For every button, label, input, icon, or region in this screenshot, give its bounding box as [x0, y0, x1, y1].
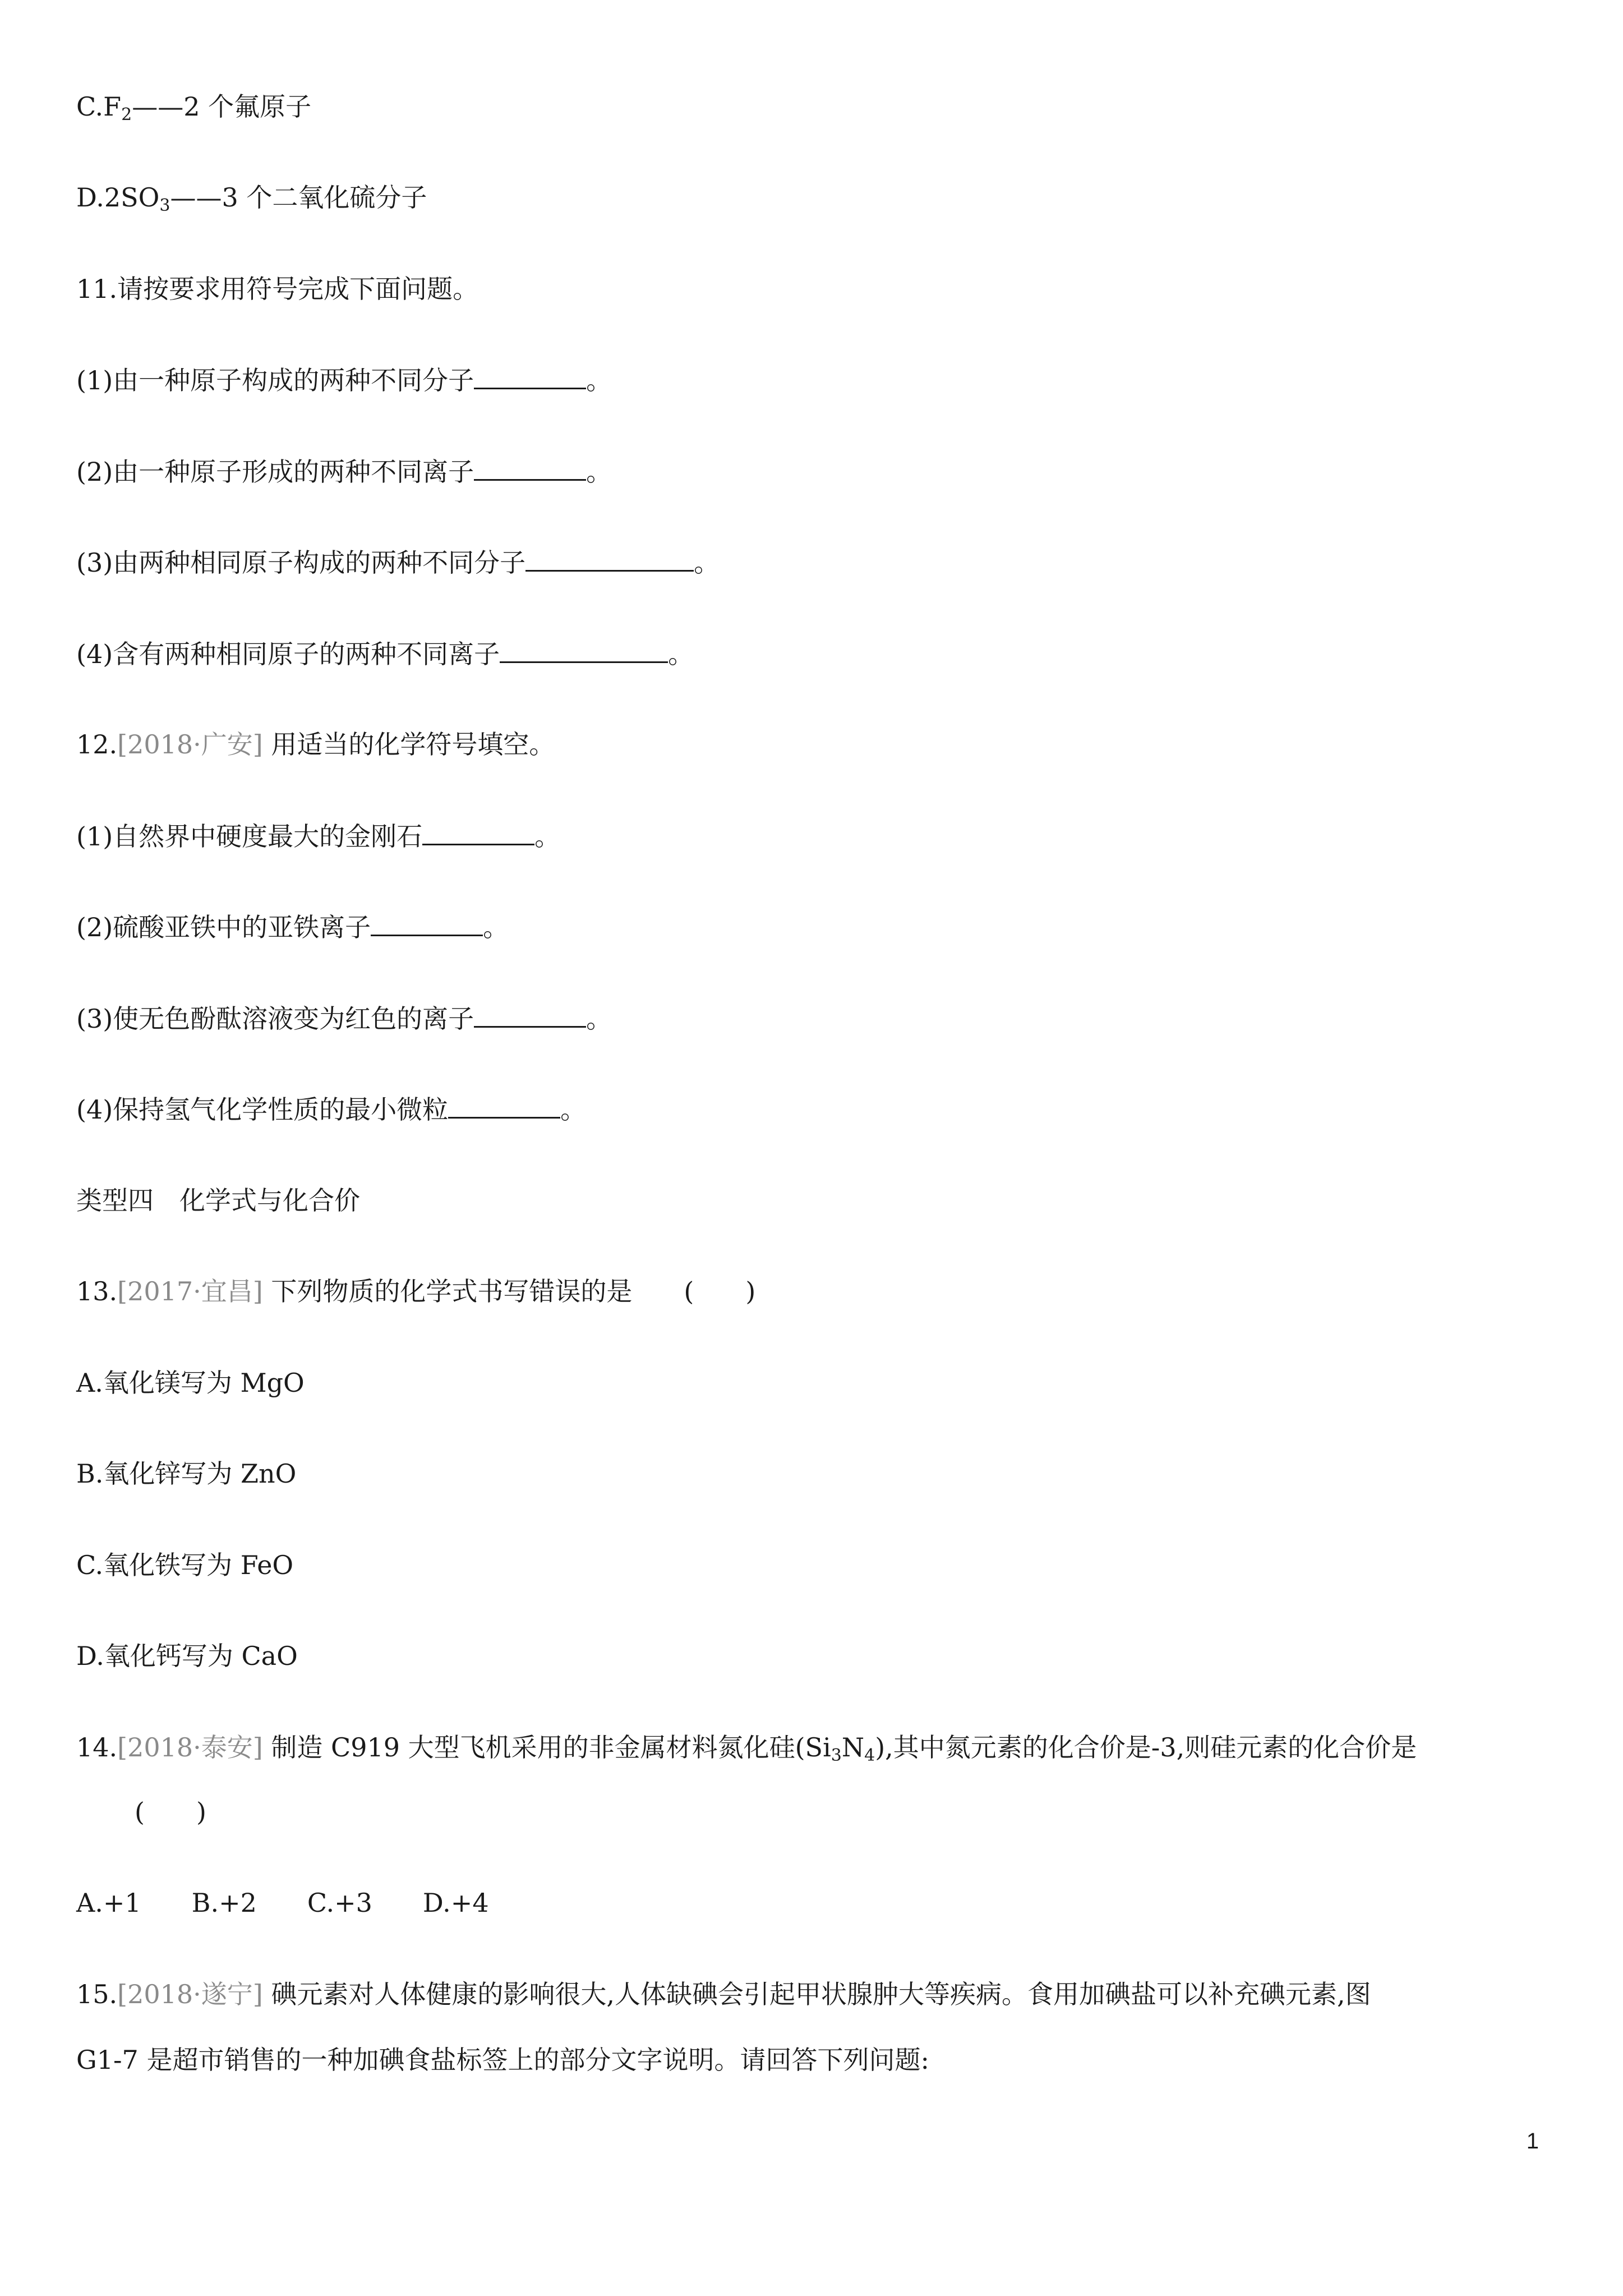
- option-text: ——3 个二氧化硫分子: [170, 182, 427, 213]
- question-11-part-3: [76, 545, 720, 579]
- subscript: 3: [159, 196, 170, 215]
- question-12-part-3: [76, 1001, 612, 1036]
- prompt-text: (1)自然界中硬度最大的金刚石: [76, 821, 423, 852]
- period: 。: [560, 1094, 587, 1125]
- question-text: 下列物质的化学式书写错误的是 ( ): [262, 1276, 756, 1306]
- source-tag: [2017·宜昌]: [117, 1276, 263, 1306]
- question-13-option-a: A.氧化镁写为 MgO: [76, 1368, 305, 1398]
- question-text: 用适当的化学符号填空。: [262, 729, 555, 760]
- question-13-option-c: C.氧化铁写为 FeO: [76, 1550, 294, 1580]
- answer-blank[interactable]: [500, 637, 668, 663]
- section-heading: 类型四 化学式与化合价: [76, 1185, 360, 1216]
- period: 。: [586, 457, 612, 487]
- subscript: 4: [864, 1746, 875, 1765]
- period: 。: [586, 365, 612, 395]
- question-text: N: [841, 1732, 865, 1763]
- prompt-text: (2)硫酸亚铁中的亚铁离子: [76, 912, 371, 942]
- prompt-text: (3)由两种相同原子构成的两种不同分子: [76, 547, 526, 578]
- source-tag: [2018·泰安]: [117, 1732, 263, 1763]
- question-14-choices: [76, 1886, 540, 1920]
- page-number: 1: [1526, 2129, 1539, 2154]
- subscript: 3: [831, 1746, 842, 1765]
- question-11: 11.请按要求用符号完成下面问题。: [76, 274, 479, 304]
- source-tag: [2018·遂宁]: [117, 1979, 263, 2009]
- prompt-text: (2)由一种原子形成的两种不同离子: [76, 457, 474, 487]
- choice-c: C.+3: [307, 1888, 372, 1918]
- question-12-part-2: [76, 910, 509, 944]
- option-text: D.2SO: [76, 182, 160, 213]
- answer-blank[interactable]: [422, 819, 534, 845]
- answer-blank[interactable]: [371, 910, 483, 936]
- question-15-line-2: G1-7 是超市销售的一种加碘食盐标签上的部分文字说明。请回答下列问题:: [76, 2045, 929, 2075]
- question-14: [76, 1731, 1417, 1764]
- answer-blank[interactable]: [474, 454, 586, 481]
- prompt-text: (4)含有两种相同原子的两种不同离子: [76, 639, 500, 669]
- answer-blank[interactable]: [474, 363, 586, 389]
- question-number: 13.: [76, 1276, 118, 1306]
- answer-blank[interactable]: [448, 1092, 560, 1119]
- question-text: 碘元素对人体健康的影响很大,人体缺碘会引起甲状腺肿大等疾病。食用加碘盐可以补充碘元素,图: [262, 1979, 1371, 2009]
- question-13: [76, 1274, 755, 1308]
- answer-blank[interactable]: [474, 1001, 586, 1028]
- question-number: 12.: [76, 729, 118, 760]
- prompt-text: (1)由一种原子构成的两种不同分子: [76, 365, 474, 395]
- period: 。: [668, 639, 694, 669]
- prompt-text: (4)保持氢气化学性质的最小微粒: [76, 1094, 449, 1125]
- choice-a: A.+1: [76, 1888, 141, 1918]
- option-d-line: [76, 181, 427, 214]
- question-12-part-1: [76, 819, 560, 853]
- answer-parentheses: ( ): [135, 1797, 206, 1827]
- question-11-part-2: [76, 454, 612, 489]
- period: 。: [483, 912, 509, 942]
- option-text: C.F: [76, 91, 122, 122]
- question-12: [76, 728, 555, 761]
- prompt-text: (3)使无色酚酞溶液变为红色的离子: [76, 1004, 474, 1034]
- period: 。: [694, 547, 720, 578]
- question-13-option-d: D.氧化钙写为 CaO: [76, 1641, 298, 1671]
- question-number: 15.: [76, 1979, 118, 2009]
- question-11-part-1: [76, 363, 612, 397]
- question-11-part-4: [76, 637, 694, 671]
- choice-b: B.+2: [191, 1888, 257, 1918]
- question-text: ),其中氮元素的化合价是-3,则硅元素的化合价是: [875, 1732, 1417, 1763]
- choice-d: D.+4: [422, 1888, 489, 1918]
- question-text: 制造 C919 大型飞机采用的非金属材料氮化硅(Si: [262, 1732, 831, 1763]
- question-15: [76, 1977, 1371, 2011]
- period: 。: [534, 821, 561, 852]
- question-12-part-4: [76, 1092, 586, 1126]
- question-13-option-b: B.氧化锌写为 ZnO: [76, 1458, 297, 1489]
- answer-blank[interactable]: [525, 545, 694, 572]
- option-text: ——2 个氟原子: [132, 91, 312, 122]
- option-c-line: [76, 90, 311, 123]
- question-number: 14.: [76, 1732, 118, 1763]
- period: 。: [586, 1004, 612, 1034]
- subscript: 2: [121, 105, 132, 125]
- source-tag: [2018·广安]: [117, 729, 263, 760]
